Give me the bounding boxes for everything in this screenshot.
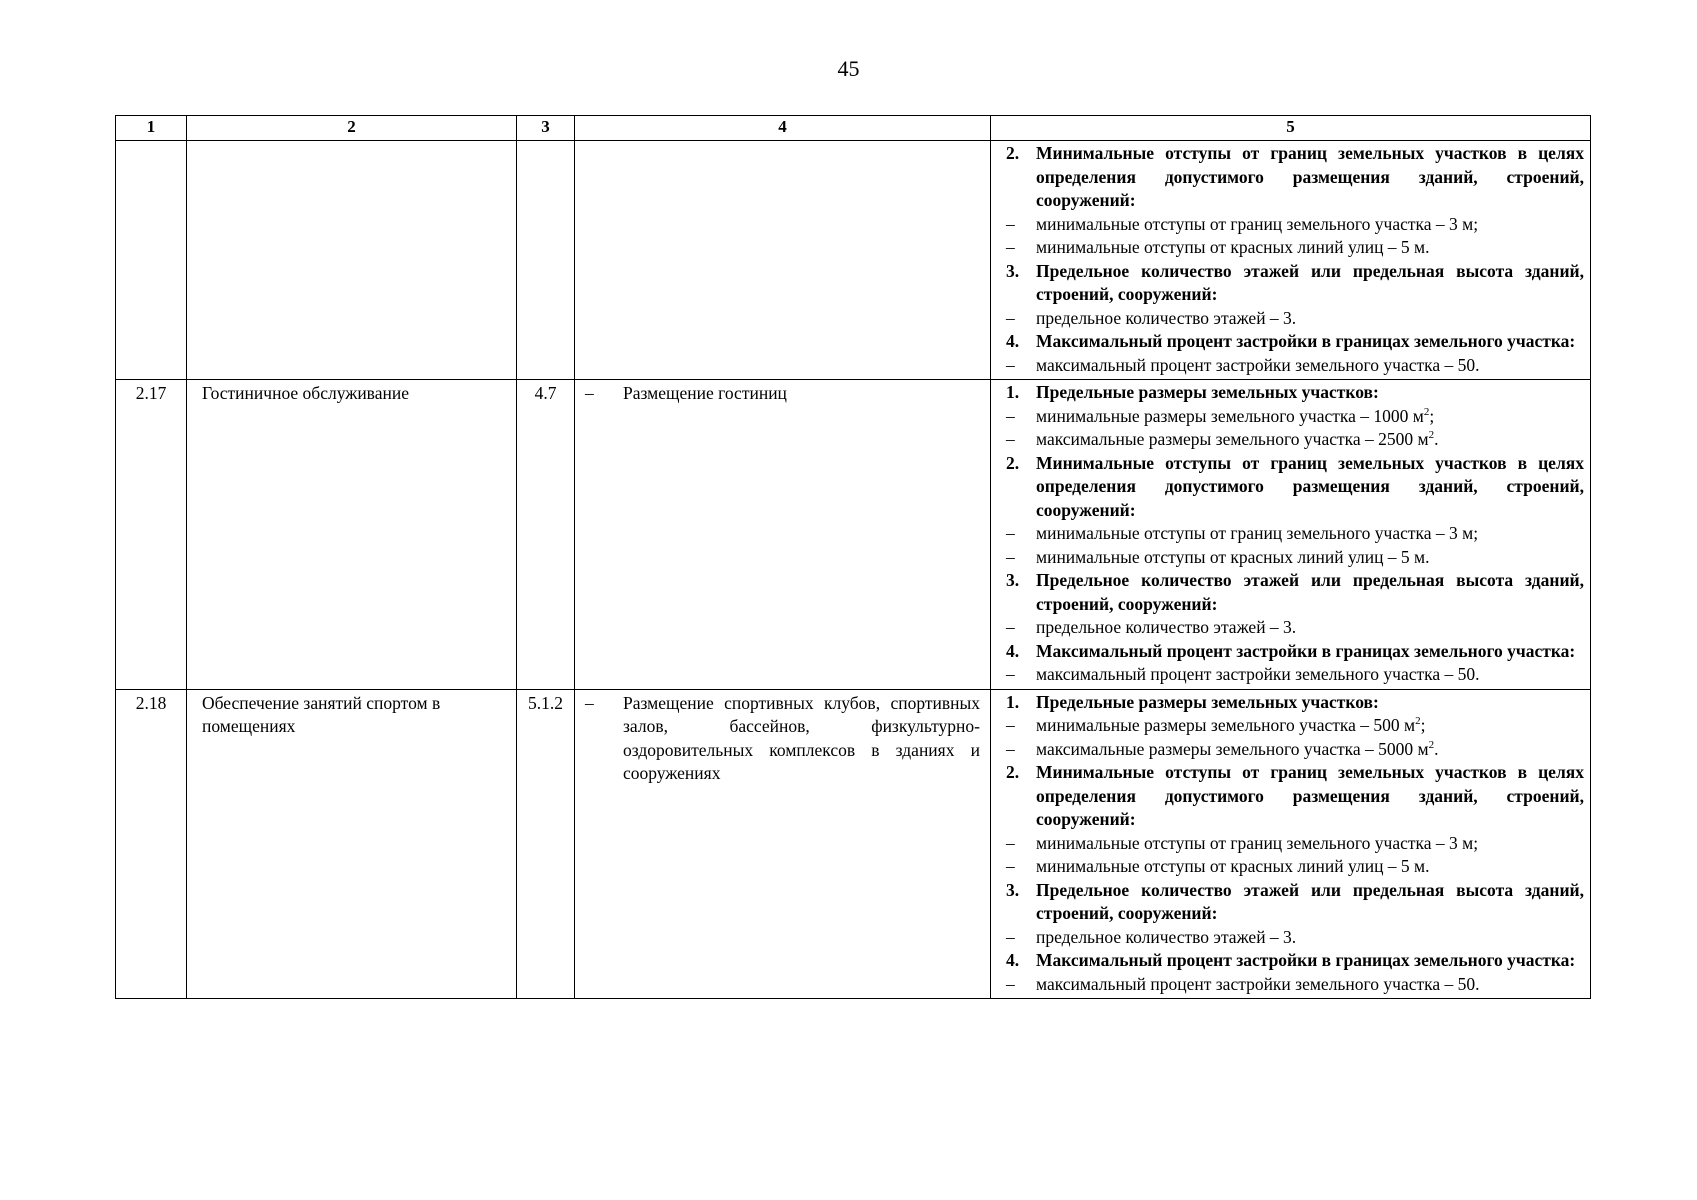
dash-marker: – xyxy=(1006,405,1015,426)
parameter-item xyxy=(1006,616,1584,640)
parameter-text: максимальный процент застройки земельного участка – 50. xyxy=(1036,973,1480,994)
permitted-use-text: Размещение гостиниц xyxy=(623,383,787,403)
table-body xyxy=(116,141,1591,999)
parameter-item xyxy=(1006,973,1584,997)
parameter-item xyxy=(1006,926,1584,950)
permitted-use-item xyxy=(585,382,980,406)
parameter-item-text xyxy=(1036,236,1584,260)
parameter-section-title xyxy=(1006,640,1584,664)
parameter-section-title xyxy=(1006,691,1584,715)
dash-marker: – xyxy=(1006,738,1015,759)
dash-marker: – xyxy=(1006,546,1015,567)
parameter-item xyxy=(1006,213,1584,237)
parameter-text: предельное количество этажей – 3. xyxy=(1036,617,1297,637)
parameter-item-text xyxy=(1036,213,1584,237)
parameter-text-tail: ; xyxy=(1420,715,1426,735)
dash-marker: – xyxy=(1006,523,1015,543)
superscript: 2 xyxy=(1415,715,1421,728)
section-number: 3. xyxy=(1006,260,1020,281)
parameter-item xyxy=(1006,354,1584,378)
section-title-text: Предельное количество этажей или предельная высота зданий, строений, сооружений: xyxy=(1036,570,1584,614)
parameter-item-text xyxy=(1036,405,1584,429)
superscript: 2 xyxy=(1428,429,1435,442)
dash-marker: – xyxy=(1006,973,1015,994)
parameter-section-title xyxy=(1006,761,1584,832)
superscript: 2 xyxy=(1428,738,1435,751)
section-number: 4. xyxy=(1006,950,1020,970)
row-name: Обеспечение занятий спортом в помещениях xyxy=(187,689,517,999)
parameter-section-title xyxy=(1006,330,1584,354)
dash-marker: – xyxy=(585,692,594,713)
section-number: 2. xyxy=(1006,452,1020,473)
parameter-item xyxy=(1006,832,1584,856)
row-classifier-code: 4.7 xyxy=(517,380,575,690)
column-header-1: 1 xyxy=(116,116,187,141)
parameter-text: максимальные размеры земельного участка – 2500 м xyxy=(1036,429,1429,449)
parameter-text: минимальные отступы от красных линий улиц – 5 м. xyxy=(1036,546,1430,567)
parameter-item xyxy=(1006,307,1584,331)
parameter-text: максимальный процент застройки земельного участка – 50. xyxy=(1036,354,1480,375)
parameter-item-text xyxy=(1036,926,1584,950)
section-title-text: Максимальный процент застройки в границах земельного участка: xyxy=(1036,640,1576,661)
parameter-item-text xyxy=(1036,714,1584,738)
parameter-item-text xyxy=(1036,855,1584,879)
parameter-section-title xyxy=(1006,879,1584,926)
row-classifier-code: 5.1.2 xyxy=(517,689,575,999)
row-classifier-code xyxy=(517,141,575,380)
dash-marker: – xyxy=(1006,237,1015,257)
parameter-item-text xyxy=(1036,973,1584,997)
parameter-item xyxy=(1006,855,1584,879)
parameter-item-text xyxy=(1036,428,1584,452)
parameter-item xyxy=(1006,663,1584,687)
parameter-text: предельное количество этажей – 3. xyxy=(1036,926,1297,947)
parameter-text: минимальные отступы от границ земельного участка – 3 м; xyxy=(1036,523,1479,543)
parameter-text: минимальные размеры земельного участка – 500 м xyxy=(1036,715,1416,735)
section-title-text: Максимальный процент застройки в границах земельного участка: xyxy=(1036,331,1576,351)
permitted-use-text: Размещение спортивных клубов, спортивных залов, бассейнов, физкультурно-оздоровительных комплексов в зданиях и сооружениях xyxy=(623,692,980,783)
parameter-item xyxy=(1006,236,1584,260)
parameter-section-title xyxy=(1006,949,1584,973)
parameter-item-text xyxy=(1036,354,1584,378)
section-title-text: Предельные размеры земельных участков: xyxy=(1036,691,1379,712)
parameter-item-text xyxy=(1036,616,1584,640)
parameter-item-text xyxy=(1036,522,1584,546)
page-number: 45 xyxy=(837,56,860,81)
header-row xyxy=(116,116,1591,141)
section-number: 3. xyxy=(1006,879,1020,900)
dash-marker: – xyxy=(1006,354,1015,375)
row-permitted-uses xyxy=(575,380,991,690)
column-header-5: 5 xyxy=(991,116,1591,141)
section-title-text: Минимальные отступы от границ земельных участков в целях определения допустимого размещения зданий, строений, сооружений: xyxy=(1036,762,1584,829)
table-row xyxy=(116,380,1591,690)
dash-marker: – xyxy=(1006,926,1015,947)
parameter-item xyxy=(1006,522,1584,546)
parameter-text: максимальный процент застройки земельного участка – 50. xyxy=(1036,664,1480,684)
dash-marker: – xyxy=(1006,664,1015,684)
dash-marker: – xyxy=(1006,832,1015,853)
parameter-text: минимальные размеры земельного участка – 1000 м xyxy=(1036,405,1424,426)
parameter-text: максимальные размеры земельного участка – 5000 м xyxy=(1036,738,1429,759)
section-number: 3. xyxy=(1006,570,1020,590)
parameter-text: предельное количество этажей – 3. xyxy=(1036,307,1297,328)
parameter-item xyxy=(1006,714,1584,738)
section-number: 2. xyxy=(1006,762,1020,782)
section-title-text: Предельное количество этажей или предельная высота зданий, строений, сооружений: xyxy=(1036,879,1584,923)
dash-marker: – xyxy=(1006,856,1015,876)
permitted-use-item xyxy=(585,692,980,786)
parameter-text: минимальные отступы от красных линий улиц – 5 м. xyxy=(1036,237,1430,257)
parameter-text-tail: . xyxy=(1434,429,1439,449)
dash-marker: – xyxy=(1006,617,1015,637)
parameter-item xyxy=(1006,405,1584,429)
parameter-section-title xyxy=(1006,142,1584,213)
row-permitted-uses xyxy=(575,689,991,999)
parameter-item-text xyxy=(1036,663,1584,687)
dash-marker: – xyxy=(1006,213,1015,234)
parameter-section-title xyxy=(1006,260,1584,307)
section-title-text: Предельные размеры земельных участков: xyxy=(1036,382,1379,402)
column-header-3: 3 xyxy=(517,116,575,141)
section-title-text: Предельное количество этажей или предельная высота зданий, строений, сооружений: xyxy=(1036,260,1584,304)
section-number: 4. xyxy=(1006,640,1020,661)
parameter-section-title xyxy=(1006,381,1584,405)
row-name xyxy=(187,141,517,380)
section-title-text: Минимальные отступы от границ земельных участков в целях определения допустимого размещения зданий, строений, сооружений: xyxy=(1036,452,1584,520)
row-name: Гостиничное обслуживание xyxy=(187,380,517,690)
section-title-text: Максимальный процент застройки в границах земельного участка: xyxy=(1036,950,1576,970)
row-permitted-uses xyxy=(575,141,991,380)
section-title-text: Минимальные отступы от границ земельных участков в целях определения допустимого размещения зданий, строений, сооружений: xyxy=(1036,143,1584,210)
dash-marker: – xyxy=(1006,715,1015,735)
row-code: 2.17 xyxy=(116,380,187,690)
column-header-4: 4 xyxy=(575,116,991,141)
parameter-section-title xyxy=(1006,452,1584,523)
section-number: 1. xyxy=(1006,691,1020,712)
parameter-text-tail: ; xyxy=(1429,405,1435,426)
table-row xyxy=(116,141,1591,380)
superscript: 2 xyxy=(1423,405,1430,418)
dash-marker: – xyxy=(585,383,594,403)
parameter-item xyxy=(1006,428,1584,452)
parameter-item-text xyxy=(1036,832,1584,856)
dash-marker: – xyxy=(1006,429,1015,449)
dash-marker: – xyxy=(1006,307,1015,328)
parameter-text: минимальные отступы от границ земельного участка – 3 м; xyxy=(1036,213,1479,234)
row-code: 2.18 xyxy=(116,689,187,999)
section-number: 1. xyxy=(1006,382,1020,402)
parameter-item-text xyxy=(1036,546,1584,570)
parameter-item-text xyxy=(1036,307,1584,331)
row-code xyxy=(116,141,187,380)
row-parameters xyxy=(991,689,1591,999)
table-row xyxy=(116,689,1591,999)
parameter-section-title xyxy=(1006,569,1584,616)
section-number: 4. xyxy=(1006,331,1020,351)
parameter-item xyxy=(1006,738,1584,762)
parameter-text: минимальные отступы от границ земельного участка – 3 м; xyxy=(1036,832,1479,853)
zoning-table xyxy=(115,115,1591,999)
parameter-item-text xyxy=(1036,738,1584,762)
parameter-text: минимальные отступы от красных линий улиц – 5 м. xyxy=(1036,856,1430,876)
parameter-text-tail: . xyxy=(1434,738,1439,759)
parameter-item xyxy=(1006,546,1584,570)
row-parameters xyxy=(991,380,1591,690)
row-parameters xyxy=(991,141,1591,380)
section-number: 2. xyxy=(1006,143,1020,163)
column-header-2: 2 xyxy=(187,116,517,141)
